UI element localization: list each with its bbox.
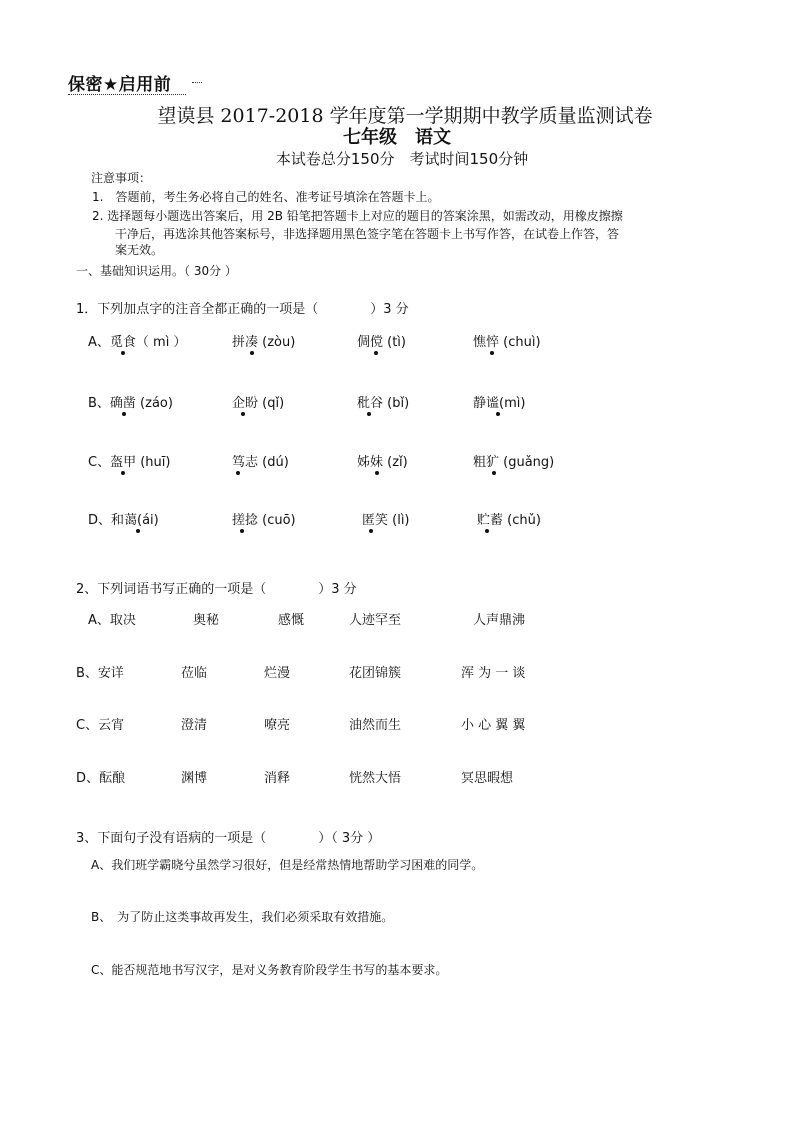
question-3-stem: 3、下面句子没有语病的一项是（ ）（ 3分 ）: [76, 831, 381, 846]
q2-option-c-4: 油然而生: [349, 718, 402, 733]
q1-option-d-4: 贮蓄 (chǔ): [477, 513, 541, 528]
emphasis-dot: [250, 351, 254, 355]
q2-option-a-1: A、取决: [88, 613, 136, 628]
notes-heading: 注意事项：: [91, 171, 152, 185]
dotted-mark: [192, 82, 202, 83]
q3-option-b: B、 为了防止这类事故再发生，我们必须采取有效措施。: [91, 910, 394, 924]
q2-option-b-4: 花团锦簇: [349, 666, 402, 681]
q2-option-b-3: 烂漫: [264, 666, 291, 681]
exam-title: 望谟县 2017-2018 学年度第一学期期中教学质量监测试卷: [157, 105, 653, 127]
q1-option-c-1: C、盔甲 (huī): [88, 455, 171, 470]
q2-option-a-3: 感慨: [278, 613, 305, 628]
emphasis-dot: [496, 412, 500, 416]
emphasis-dot: [490, 351, 494, 355]
emphasis-dot: [374, 351, 378, 355]
q1-option-a-1: A、觅食（ mì ）: [88, 335, 187, 350]
note-item: 2. 选择题每小题选出答案后，用 2B 铅笔把答题卡上对应的题目的答案涂黑，如需改动，用橡皮擦擦: [92, 209, 623, 223]
q1-option-a-2: 拼凑 (zòu): [232, 335, 296, 350]
emphasis-dot: [122, 412, 126, 416]
q1-option-c-4: 粗犷 (guǎng): [473, 455, 555, 470]
q2-option-d-5: 冥思暇想: [461, 771, 514, 786]
q1-option-c-3: 姊妹 (zǐ): [357, 455, 408, 470]
q2-option-a-5: 人声鼎沸: [473, 613, 526, 628]
q2-option-b-2: 莅临: [181, 666, 208, 681]
q1-option-d-1: D、和蔼(ái): [88, 513, 159, 528]
emphasis-dot: [367, 412, 371, 416]
q2-option-c-2: 澄清: [181, 718, 208, 733]
q1-option-a-4: 憔悴 (chuì): [473, 335, 541, 350]
q2-option-d-4: 恍然大悟: [349, 771, 402, 786]
note-item: 1. 答题前，考生务必将自己的姓名、准考证号填涂在答题卡上。: [92, 190, 440, 204]
q1-option-c-2: 笃志 (dú): [232, 455, 289, 470]
emphasis-dot: [369, 529, 373, 533]
q3-option-c: C、能否规范地书写汉字，是对义务教育阶段学生书写的基本要求。: [91, 963, 448, 977]
q1-option-b-3: 秕谷 (bǐ): [357, 396, 410, 411]
q2-option-c-5: 小 心 翼 翼: [461, 718, 526, 733]
q1-option-a-3: 倜傥 (tì): [357, 335, 406, 350]
emphasis-dot: [375, 471, 379, 475]
q2-option-b-1: B、安详: [76, 666, 124, 681]
q1-option-b-2: 企盼 (qǐ): [232, 396, 285, 411]
emphasis-dot: [136, 529, 140, 533]
emphasis-dot: [236, 471, 240, 475]
q1-option-d-3: 匿笑 (lì): [362, 513, 410, 528]
q2-option-a-2: 奥秘: [193, 613, 220, 628]
q1-option-d-2: 搓捻 (cuō): [232, 513, 296, 528]
q2-option-d-3: 消释: [264, 771, 291, 786]
emphasis-dot: [121, 351, 125, 355]
exam-info: 本试卷总分150分 考试时间150分钟: [275, 150, 529, 168]
emphasis-dot: [485, 529, 489, 533]
q3-option-a: A、我们班学霸晓兮虽然学习很好，但是经常热情地帮助学习困难的同学。: [91, 858, 484, 872]
confidential-label: 保密★启用前: [68, 75, 172, 95]
q1-option-b-1: B、确凿 (záo): [88, 396, 173, 411]
question-2-stem: 2、下列词语书写正确的一项是（ ）3 分: [76, 582, 357, 597]
q2-option-d-2: 渊博: [181, 771, 208, 786]
q2-option-d-1: D、酝酿: [76, 771, 126, 786]
emphasis-dot: [121, 471, 125, 475]
emphasis-dot: [492, 471, 496, 475]
q2-option-b-5: 浑 为 一 谈: [461, 666, 526, 681]
note-item: 干净后，再选涂其他答案标号，非选择题用黑色签字笔在答题卡上书写作答，在试卷上作答，答: [115, 227, 620, 241]
section-heading: 一、基础知识运用。（ 30分 ）: [76, 264, 237, 278]
emphasis-dot: [240, 529, 244, 533]
q1-option-b-4: 静谧(mì): [473, 396, 526, 411]
q2-option-c-3: 嘹亮: [264, 718, 291, 733]
q2-option-a-4: 人迹罕至: [349, 613, 402, 628]
confidential-underline: [68, 94, 186, 95]
question-1-stem: 1．下列加点字的注音全都正确的一项是（ ）3 分: [76, 302, 409, 317]
emphasis-dot: [241, 412, 245, 416]
exam-subtitle: 七年级 语文: [343, 127, 451, 148]
q2-option-c-1: C、云宵: [76, 718, 125, 733]
note-item: 案无效。: [115, 243, 164, 257]
